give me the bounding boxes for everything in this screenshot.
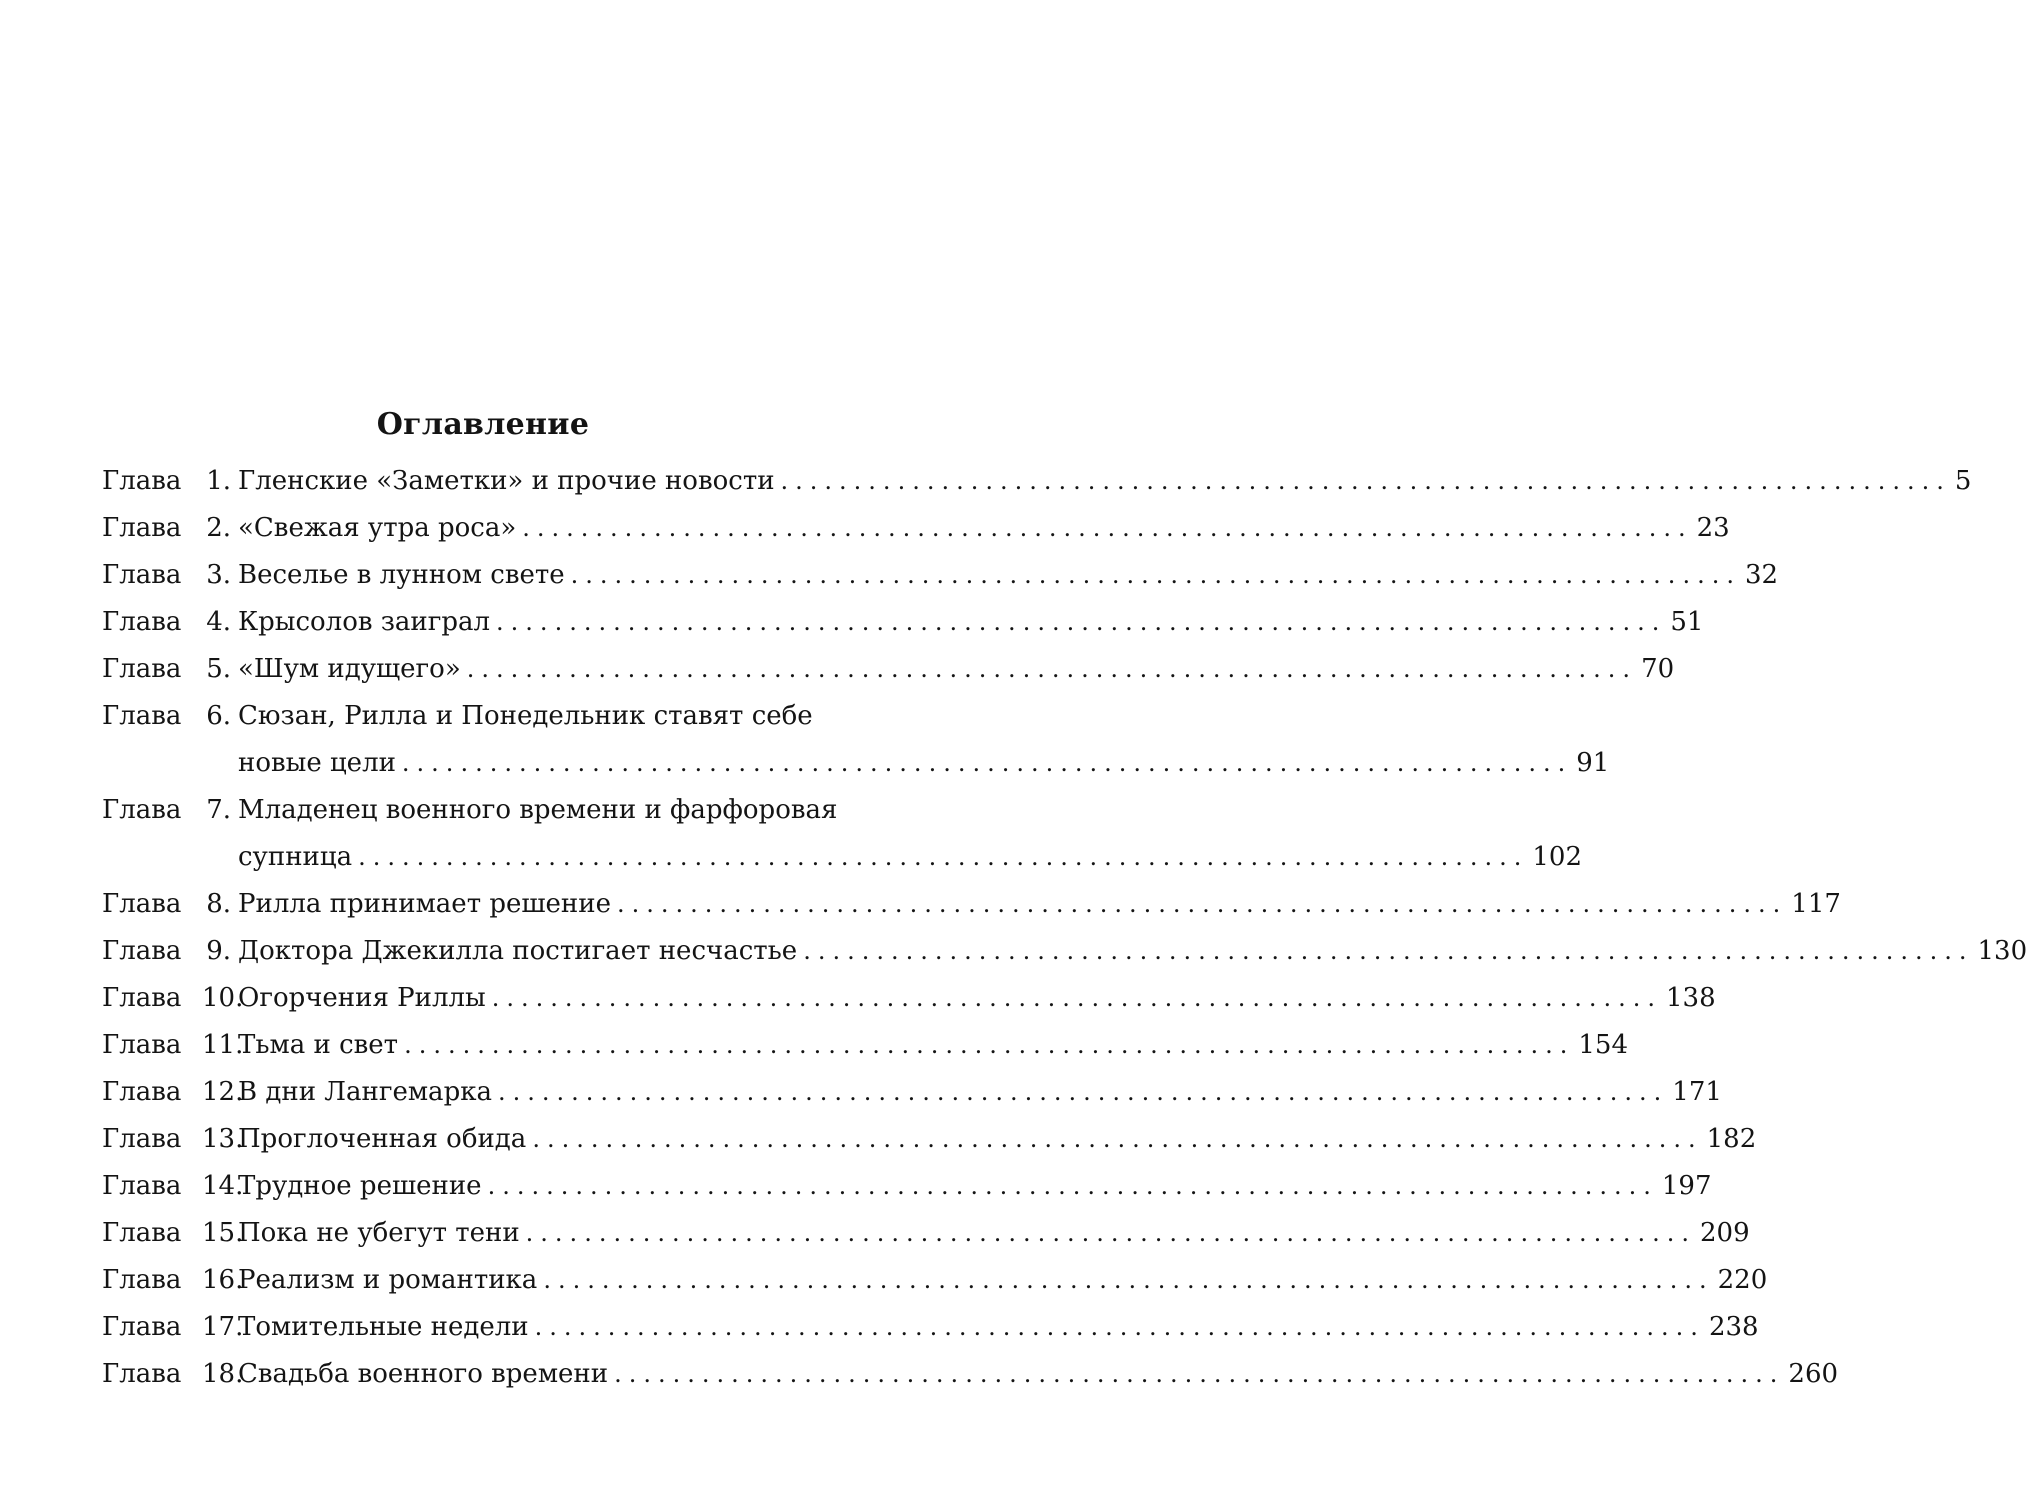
chapter-label: Глава (102, 1077, 182, 1107)
chapter-label: Глава (102, 1359, 182, 1389)
toc-entry (102, 979, 1716, 1017)
chapter-number: 11. (202, 1030, 244, 1060)
chapter-title-line (238, 509, 1730, 547)
dot-leader: ................................................................................ (522, 514, 1693, 542)
chapter-body (231, 885, 1841, 923)
chapter-title: Доктора Джекилла постигает несчастье (238, 936, 798, 966)
chapter-number: 14. (202, 1171, 244, 1201)
chapter-title-line (238, 1261, 1768, 1299)
chapter-number: 4. (206, 607, 231, 637)
page-number: 182 (1706, 1124, 1757, 1154)
chapter-title: Свадьба военного времени (238, 1359, 609, 1389)
chapter-body (231, 1120, 1757, 1158)
dot-leader: ................................................................................ (497, 1078, 1669, 1106)
chapter-number: 6. (206, 701, 231, 731)
dot-leader: ................................................................................ (614, 1360, 1785, 1388)
chapter-body (231, 1261, 1768, 1299)
chapter-number: 12. (202, 1077, 244, 1107)
chapter-label: Глава (102, 1030, 182, 1060)
chapter-body (231, 556, 1779, 594)
chapter-number: 16. (202, 1265, 244, 1295)
dot-leader: ................................................................................ (491, 984, 1662, 1012)
dot-leader: ................................................................................ (616, 890, 1788, 918)
chapter-body (231, 1355, 1839, 1393)
page-number: 197 (1661, 1171, 1712, 1201)
chapter-title-line (238, 885, 1841, 923)
chapter-title-line (238, 932, 2027, 970)
chapter-title: Рилла принимает решение (238, 889, 611, 919)
chapter-title-line (238, 1120, 1757, 1158)
dot-leader: ................................................................................ (496, 608, 1667, 636)
chapter-body (231, 1308, 1759, 1346)
chapter-body (231, 1073, 1722, 1111)
chapter-label: Глава (102, 795, 182, 825)
toc-entry (102, 650, 1675, 688)
toc-entry (102, 1073, 1722, 1111)
dot-leader: ................................................................................ (570, 561, 1741, 589)
dot-leader: ................................................................................ (487, 1172, 1658, 1200)
toc-entry (102, 791, 1583, 876)
chapter-title-line (238, 979, 1716, 1017)
chapter-title-line (238, 791, 866, 829)
chapter-title-line (238, 1167, 1712, 1205)
chapter-title: «Шум идущего» (238, 654, 461, 684)
chapter-label: Глава (102, 701, 182, 731)
chapter-body (231, 1167, 1712, 1205)
page-number: 70 (1641, 654, 1675, 684)
chapter-title-line (238, 650, 1675, 688)
chapter-title: новые цели (238, 748, 396, 778)
chapter-title: Огорчения Риллы (238, 983, 486, 1013)
page-number: 5 (1954, 466, 1972, 496)
toc-entry (102, 556, 1779, 594)
chapter-label: Глава (102, 560, 182, 590)
chapter-label: Глава (102, 936, 182, 966)
chapter-title-line (238, 1026, 1629, 1064)
dot-leader: ................................................................................ (780, 467, 1951, 495)
chapter-title: Проглоченная обида (238, 1124, 527, 1154)
chapter-title-line (238, 556, 1779, 594)
chapter-title: Крысолов заиграл (238, 607, 491, 637)
chapter-label: Глава (102, 654, 182, 684)
chapter-label: Глава (102, 1265, 182, 1295)
chapter-title-line (238, 603, 1704, 641)
page-number: 238 (1708, 1312, 1759, 1342)
chapter-title: Реализм и романтика (238, 1265, 538, 1295)
page-number: 51 (1670, 607, 1704, 637)
chapter-body (231, 791, 1583, 876)
toc-entry (102, 1308, 1759, 1346)
toc-entry (102, 1120, 1757, 1158)
chapter-title: Сюзан, Рилла и Понедельник ставят себе (238, 701, 813, 731)
chapter-title-line (238, 1214, 1750, 1252)
chapter-body (231, 697, 1610, 782)
chapter-title-line (238, 1308, 1759, 1346)
chapter-number: 7. (206, 795, 231, 825)
chapter-title: Трудное решение (238, 1171, 482, 1201)
chapter-number: 15. (202, 1218, 244, 1248)
chapter-number: 9. (206, 936, 231, 966)
toc-entry (102, 697, 1610, 782)
toc-entry (102, 1355, 1839, 1393)
chapter-body (231, 932, 2027, 970)
chapter-body (231, 1214, 1750, 1252)
page-number: 130 (1977, 936, 2027, 966)
chapter-body (231, 979, 1716, 1017)
chapter-title-line (238, 1355, 1839, 1393)
chapter-body (231, 509, 1730, 547)
chapter-body (231, 650, 1675, 688)
chapter-label: Глава (102, 983, 182, 1013)
dot-leader: ................................................................................ (534, 1313, 1705, 1341)
dot-leader: ................................................................................ (543, 1266, 1714, 1294)
toc-entry (102, 603, 1704, 641)
chapter-title-line (238, 744, 1610, 782)
toc-entry (102, 932, 2027, 970)
chapter-label: Глава (102, 1124, 182, 1154)
chapter-title: Тьма и свет (238, 1030, 399, 1060)
chapter-body (231, 462, 1972, 500)
toc-entry (102, 1214, 1750, 1252)
page-number: 102 (1532, 842, 1583, 872)
dot-leader: ................................................................................ (401, 749, 1573, 777)
page-number: 220 (1717, 1265, 1768, 1295)
page-number: 260 (1788, 1359, 1839, 1389)
chapter-title: Томительные недели (238, 1312, 529, 1342)
chapter-number: 17. (202, 1312, 244, 1342)
page-number: 209 (1699, 1218, 1750, 1248)
table-of-contents (102, 462, 2027, 1402)
dot-leader: ................................................................................ (466, 655, 1638, 683)
chapter-title-line (238, 462, 1972, 500)
page-number: 171 (1672, 1077, 1722, 1107)
chapter-label: Глава (102, 1171, 182, 1201)
chapter-title: «Свежая утра роса» (238, 513, 517, 543)
chapter-title-line (238, 697, 866, 735)
chapter-title: Младенец военного времени и фарфоровая (238, 795, 838, 825)
chapter-number: 18. (202, 1359, 244, 1389)
toc-entry (102, 885, 1841, 923)
dot-leader: ................................................................................ (532, 1125, 1703, 1153)
chapter-title: В дни Лангемарка (238, 1077, 492, 1107)
dot-leader: ................................................................................ (404, 1031, 1575, 1059)
chapter-label: Глава (102, 1218, 182, 1248)
chapter-number: 5. (206, 654, 231, 684)
chapter-number: 13. (202, 1124, 244, 1154)
chapter-number: 3. (206, 560, 231, 590)
chapter-title: Пока не убегут тени (238, 1218, 520, 1248)
chapter-title: супница (238, 842, 353, 872)
chapter-number: 8. (206, 889, 231, 919)
chapter-title: Веселье в лунном свете (238, 560, 565, 590)
dot-leader: ................................................................................ (525, 1219, 1696, 1247)
toc-title: Оглавление (376, 407, 590, 442)
chapter-body (231, 603, 1704, 641)
chapter-number: 10. (202, 983, 244, 1013)
toc-entry (102, 1167, 1712, 1205)
chapter-title-line (238, 838, 1583, 876)
chapter-title: Гленские «Заметки» и прочие новости (238, 466, 775, 496)
toc-entry (102, 1026, 1629, 1064)
dot-leader: ................................................................................ (803, 937, 1974, 965)
toc-entry (102, 462, 1972, 500)
chapter-title-line (238, 1073, 1722, 1111)
chapter-label: Глава (102, 513, 182, 543)
dot-leader: ................................................................................ (358, 843, 1529, 871)
page-number: 91 (1576, 748, 1610, 778)
chapter-label: Глава (102, 466, 182, 496)
chapter-label: Глава (102, 607, 182, 637)
toc-entry (102, 1261, 1768, 1299)
page-number: 117 (1791, 889, 1841, 919)
chapter-number: 1. (206, 466, 231, 496)
chapter-label: Глава (102, 1312, 182, 1342)
page-number: 138 (1666, 983, 1716, 1013)
chapter-label: Глава (102, 889, 182, 919)
toc-entry (102, 509, 1730, 547)
chapter-number: 2. (206, 513, 231, 543)
page-number: 154 (1578, 1030, 1629, 1060)
page-number: 23 (1696, 513, 1730, 543)
chapter-body (231, 1026, 1629, 1064)
page-number: 32 (1744, 560, 1779, 590)
